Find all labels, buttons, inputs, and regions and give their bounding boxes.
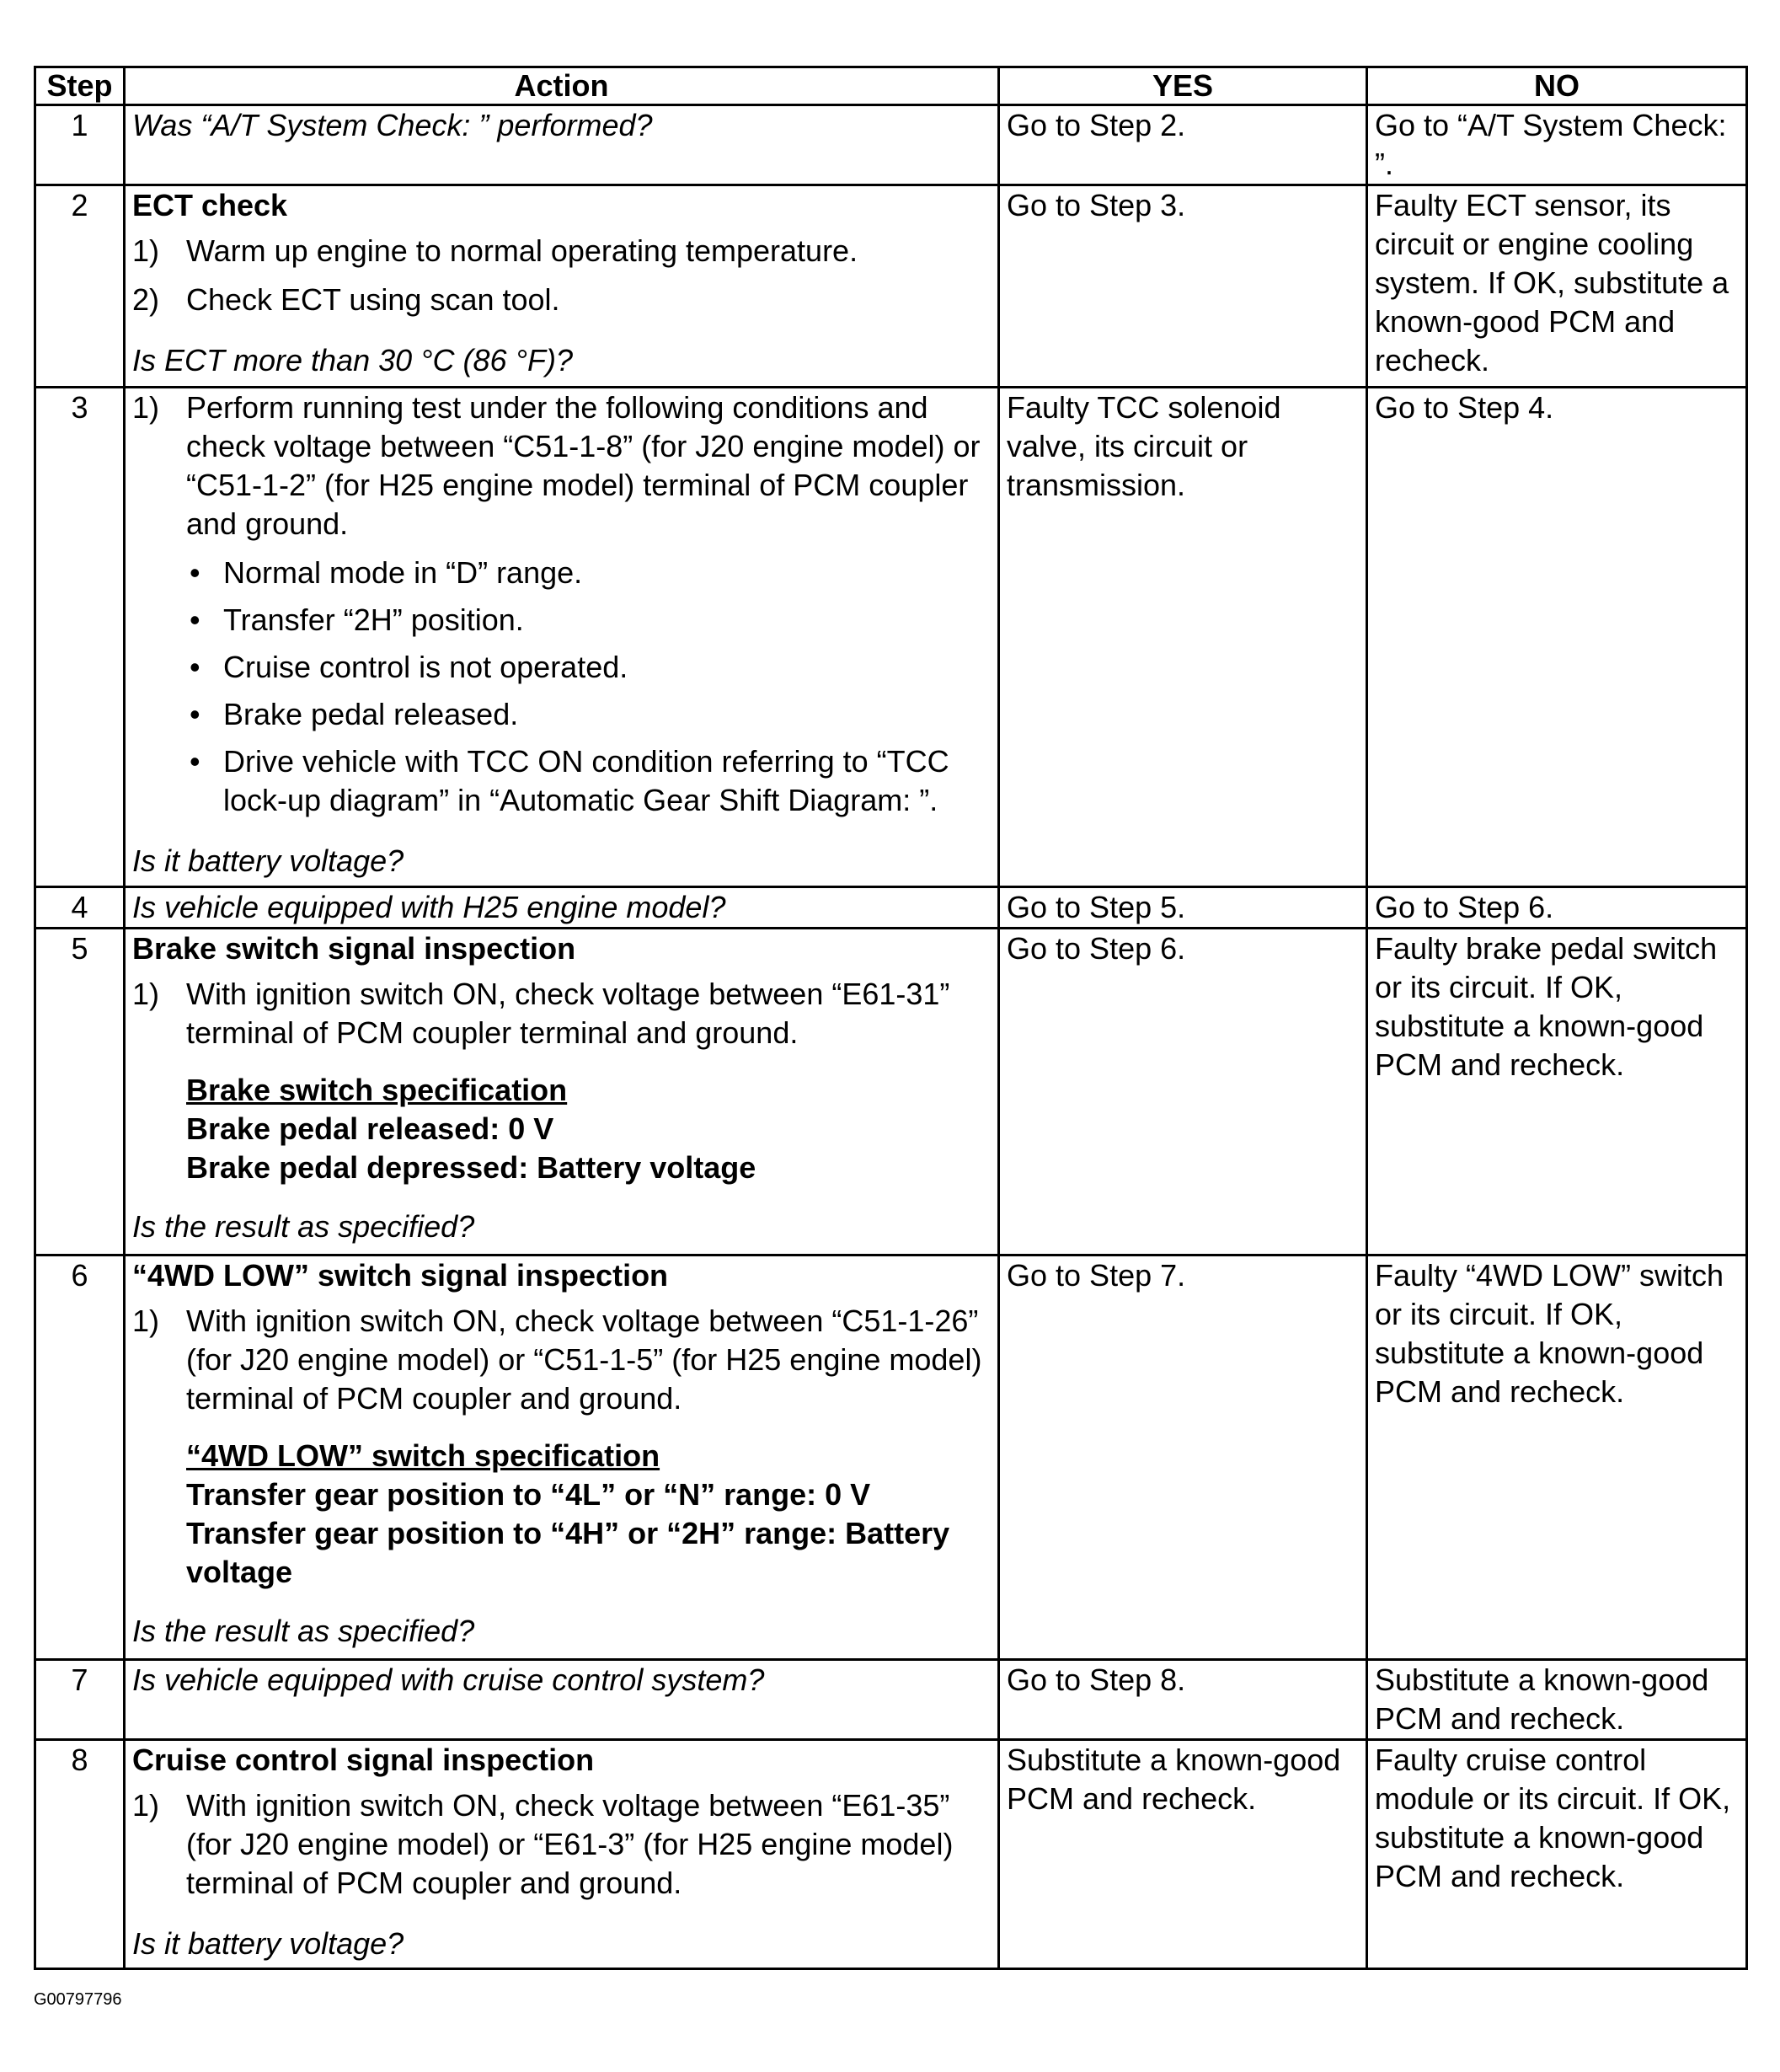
list-item: 1) With ignition switch ON, check voltage between “E61-35” (for J20 engine model) or “E61-3” (for H25 engine model) terminal of PCM coupler and ground. [132,1788,954,1900]
question-text: Is vehicle equipped with cruise control system? [132,1662,765,1697]
action-cell [125,388,999,887]
step-number: 6 [35,1256,125,1660]
action-list [132,1302,991,1418]
diagnostic-table [34,66,1748,1970]
step-title: Cruise control signal inspection [132,1743,595,1777]
table-row [35,1740,1747,1969]
action-list [132,975,991,1052]
header-step: Step [35,67,125,105]
list-item: 1) With ignition switch ON, check voltage between “C51-1-26” (for J20 engine model) or “C51-1-5” (for H25 engine model) terminal of PCM coupler and ground. [132,1304,982,1416]
table-row [35,105,1747,185]
question-text: Is it battery voltage? [132,1926,404,1961]
step-number: 7 [35,1660,125,1740]
question-text: Is vehicle equipped with H25 engine model? [132,890,726,924]
step-number: 4 [35,887,125,929]
list-item: 1) Perform running test under the following conditions and check voltage between “C51-1-8” (for J20 engine model) or “C51-1-2” (for H25 engine model) terminal of PCM coupler and ground. [132,390,981,541]
header-action: Action [125,67,999,105]
spec-title: Brake switch specification [186,1073,568,1107]
yes-cell: Substitute a known-good PCM and recheck. [999,1740,1367,1969]
step-number: 8 [35,1740,125,1969]
action-cell [125,887,999,929]
list-item: • Normal mode in “D” range. [190,555,583,590]
header-row [35,67,1747,105]
yes-cell: Go to Step 7. [999,1256,1367,1660]
figure-id: G00797796 [34,1990,122,2009]
list-item: • Transfer “2H” position. [190,602,524,637]
list-item: 1) With ignition switch ON, check voltage between “E61-31” terminal of PCM coupler terminal and ground. [132,977,950,1050]
header-yes: YES [999,67,1367,105]
no-cell: Faulty ECT sensor, its circuit or engine cooling system. If OK, substitute a known-good PCM and recheck. [1367,185,1747,388]
action-cell [125,185,999,388]
no-cell: Faulty “4WD LOW” switch or its circuit. If OK, substitute a known-good PCM and recheck. [1367,1256,1747,1660]
table-row [35,887,1747,929]
step-number: 2 [35,185,125,388]
step-title: “4WD LOW” switch signal inspection [132,1258,669,1293]
question-text: Is ECT more than 30 °C (86 °F)? [132,343,573,377]
list-item: 1) Warm up engine to normal operating temperature. [132,233,858,268]
action-cell [125,1660,999,1740]
no-cell: Faulty cruise control module or its circuit. If OK, substitute a known-good PCM and recheck. [1367,1740,1747,1969]
table-row [35,1256,1747,1660]
yes-cell: Go to Step 5. [999,887,1367,929]
no-cell: Go to Step 4. [1367,388,1747,887]
spec-line: Brake pedal released: 0 V [186,1111,554,1146]
question-text: Was “A/T System Check: ” performed? [132,108,653,142]
question-text: Is the result as specified? [132,1209,475,1244]
spec-line: Transfer gear position to “4L” or “N” range: 0 V [186,1477,871,1512]
yes-cell: Go to Step 8. [999,1660,1367,1740]
header-no: NO [1367,67,1747,105]
list-item: • Cruise control is not operated. [190,650,628,684]
action-cell [125,1256,999,1660]
action-cell [125,105,999,185]
action-cell [125,1740,999,1969]
no-cell: Go to Step 6. [1367,887,1747,929]
question-text: Is it battery voltage? [132,843,404,878]
yes-cell: Go to Step 6. [999,929,1367,1256]
action-list [132,388,991,543]
no-cell: Go to “A/T System Check: ”. [1367,105,1747,185]
specification-block [186,1437,991,1592]
list-item: • Drive vehicle with TCC ON condition referring to “TCC lock-up diagram” in “Automatic Gear Shift Diagram: ”. [190,744,949,817]
specification-block [186,1071,991,1187]
step-title: ECT check [132,188,288,222]
action-list [132,1786,991,1903]
step-number: 5 [35,929,125,1256]
step-number: 3 [35,388,125,887]
yes-cell: Faulty TCC solenoid valve, its circuit or transmission. [999,388,1367,887]
step-number: 1 [35,105,125,185]
list-item: • Brake pedal released. [190,697,519,731]
no-cell: Faulty brake pedal switch or its circuit. If OK, substitute a known-good PCM and recheck. [1367,929,1747,1256]
spec-title: “4WD LOW” switch specification [186,1438,660,1473]
action-list [132,232,991,319]
table-row [35,185,1747,388]
spec-line: Transfer gear position to “4H” or “2H” range: Battery voltage [186,1516,950,1589]
table-row [35,1660,1747,1740]
spec-line: Brake pedal depressed: Battery voltage [186,1150,756,1185]
yes-cell: Go to Step 3. [999,185,1367,388]
no-cell: Substitute a known-good PCM and recheck. [1367,1660,1747,1740]
yes-cell: Go to Step 2. [999,105,1367,185]
action-cell [125,929,999,1256]
table-row [35,929,1747,1256]
table-row [35,388,1747,887]
step-title: Brake switch signal inspection [132,931,576,966]
list-item: 2) Check ECT using scan tool. [132,282,560,317]
condition-list [186,554,991,820]
question-text: Is the result as specified? [132,1614,475,1648]
